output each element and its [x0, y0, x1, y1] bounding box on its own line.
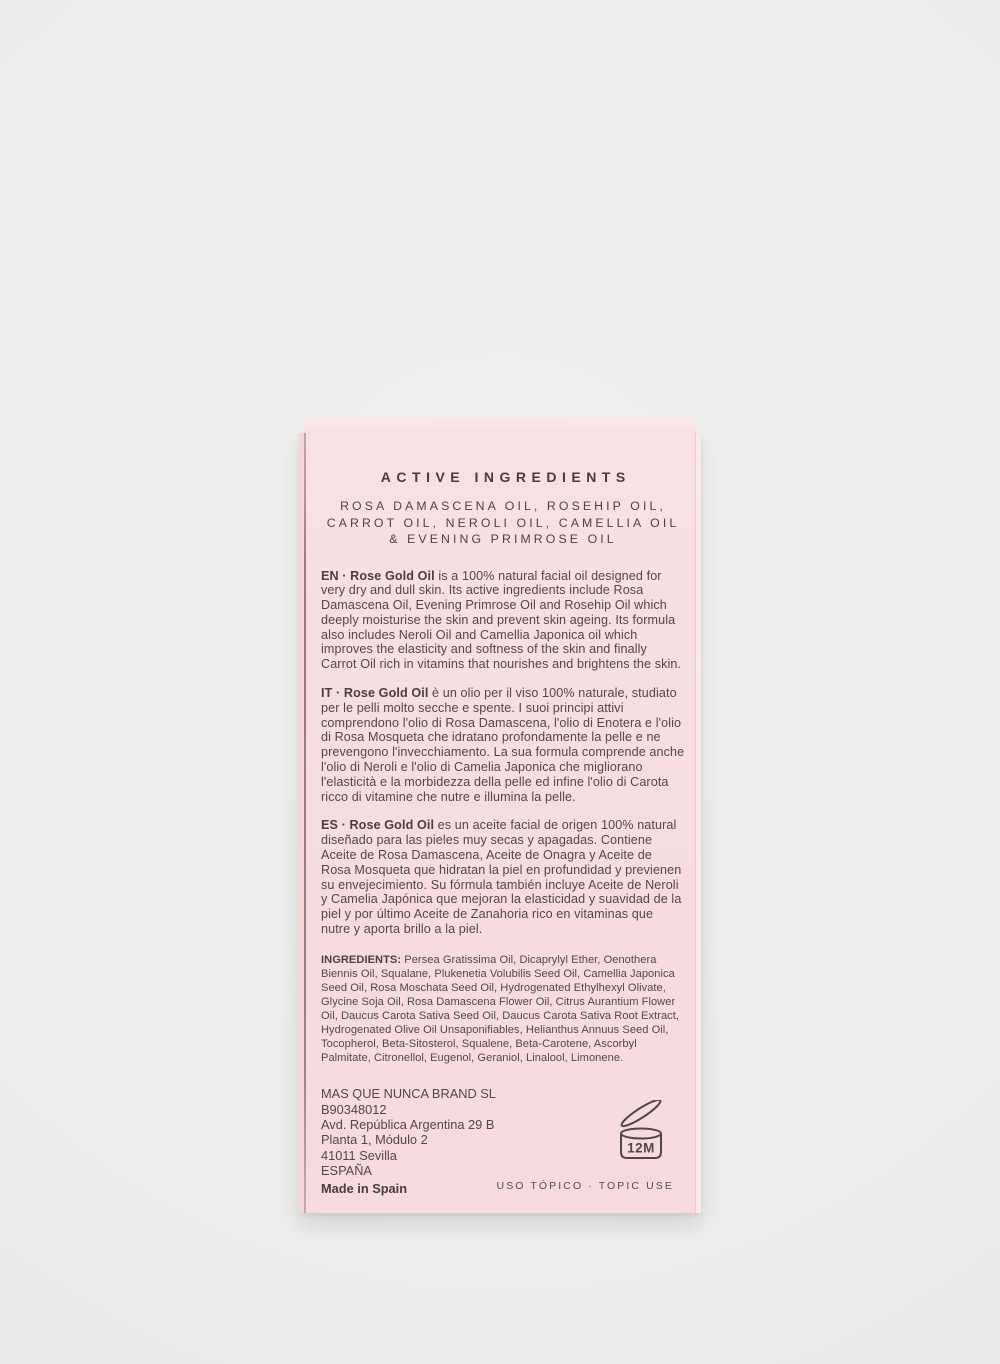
description-paragraph-en [321, 569, 685, 673]
paragraph-it-body: è un olio per il viso 100% naturale, studiato per le pelli molto secche e spente. I suoi principi attivi comprendono l'olio di Rosa Damascena, l'olio di Enotera e l'olio di Rosa Mosqueta che idratano profondamente la pelle e ne prevengono l'invecchiamento. La sua formula comprende anche l'olio di Neroli e l'olio di Camelia Japonica che migliorano l'elasticità e la morbidezza della pelle ed infine l'olio di Carota ricco di vitamine che nutre e illumina la pelle. [321, 686, 685, 804]
paragraph-en-body: is a 100% natural facial oil designed for very dry and dull skin. Its active ingredients include Rosa Damascena Oil, Evening Primrose Oil and Rosehip Oil which deeply moisturise the skin and prevent skin ageing. Its formula also includes Neroli Oil and Camellia Japonica oil which improves the elasticity and softness of the skin and finally Carrot Oil rich in vitamins that nourishes and brightens the skin. [321, 568, 682, 672]
manufacturer-address-street: Avd. República Argentina 29 B [321, 1116, 495, 1132]
manufacturer-name: MAS QUE NUNCA BRAND SL [321, 1086, 496, 1102]
ingredients-body: Persea Gratissima Oil, Dicaprylyl Ether, Oenothera Biennis Oil, Squalane, Plukenetia Volubilis Seed Oil, Camellia Japonica Seed Oil, Rosa Moschata Seed Oil, Hydrogenated Ethylhexyl Olivate, Glycine Soja Oil, Rosa Damascena Flower Oil, Citrus Aurantium Flower Oil, Daucus Carota Sativa Seed Oil, Daucus Carota Sativa Root Extract, Hydrogenated Olive Oil Unsaponifiables, Helianthus Annuus Seed Oil, Tocopherol, Beta-Sitosterol, Squalene, Beta-Carotene, Ascorbyl Palmitate, Citronellol, Eugenol, Geraniol, Linalool, Limonene. [321, 953, 680, 1064]
pao-months-label: 12M [627, 1140, 655, 1156]
description-paragraph-es [321, 818, 685, 936]
paragraph-es-lead: ES · Rose Gold Oil [321, 818, 435, 833]
active-ingredients-line: & EVENING PRIMROSE OIL [389, 532, 617, 546]
ingredients-lead: INGREDIENTS: [321, 953, 402, 966]
box-back-panel [299, 433, 701, 1213]
product-box [299, 418, 701, 1213]
pao-12m-jar-icon [614, 1100, 668, 1164]
box-printed-content [299, 433, 701, 1213]
manufacturer-block [321, 1086, 496, 1196]
jar-rim [621, 1129, 661, 1139]
topic-use-label: USO TÓPICO · TOPIC USE [496, 1180, 674, 1192]
manufacturer-address-floor: Planta 1, Módulo 2 [321, 1132, 428, 1148]
active-ingredients-line: ROSA DAMASCENA OIL, ROSEHIP OIL, [340, 499, 666, 513]
made-in-spain-label: Made in Spain [321, 1180, 408, 1196]
manufacturer-address-city: 41011 Sevilla [321, 1147, 397, 1163]
paragraph-es-body: es un aceite facial de origen 100% natural diseñado para las pieles muy secas y apagadas. Contiene Aceite de Rosa Damascena, Aceite de Onagra y Aceite de Rosa Mosqueta que hidratan la piel en profundidad y previenen su envejecimiento. Su fórmula también incluye Aceite de Neroli y Camelia Japónica que mejoran la elasticidad y suavidad de la piel y por último Aceite de Zanahoria rico en vitaminas que nutre y aporta brillo a la piel. [321, 818, 682, 937]
active-ingredients-line: CARROT OIL, NEROLI OIL, CAMELLIA OIL [326, 515, 680, 530]
jar-lid [619, 1100, 663, 1129]
description-paragraph-it [321, 686, 685, 804]
manufacturer-address-country: ESPAÑA [321, 1163, 372, 1179]
active-ingredients-heading: ACTIVE INGREDIENTS [380, 469, 631, 485]
manufacturer-id: B90348012 [321, 1101, 387, 1117]
paragraph-en-lead: EN · Rose Gold Oil [321, 568, 435, 583]
active-ingredients-list [321, 498, 685, 548]
paragraph-it-lead: IT · Rose Gold Oil [321, 686, 429, 701]
ingredients-paragraph [321, 953, 685, 1065]
